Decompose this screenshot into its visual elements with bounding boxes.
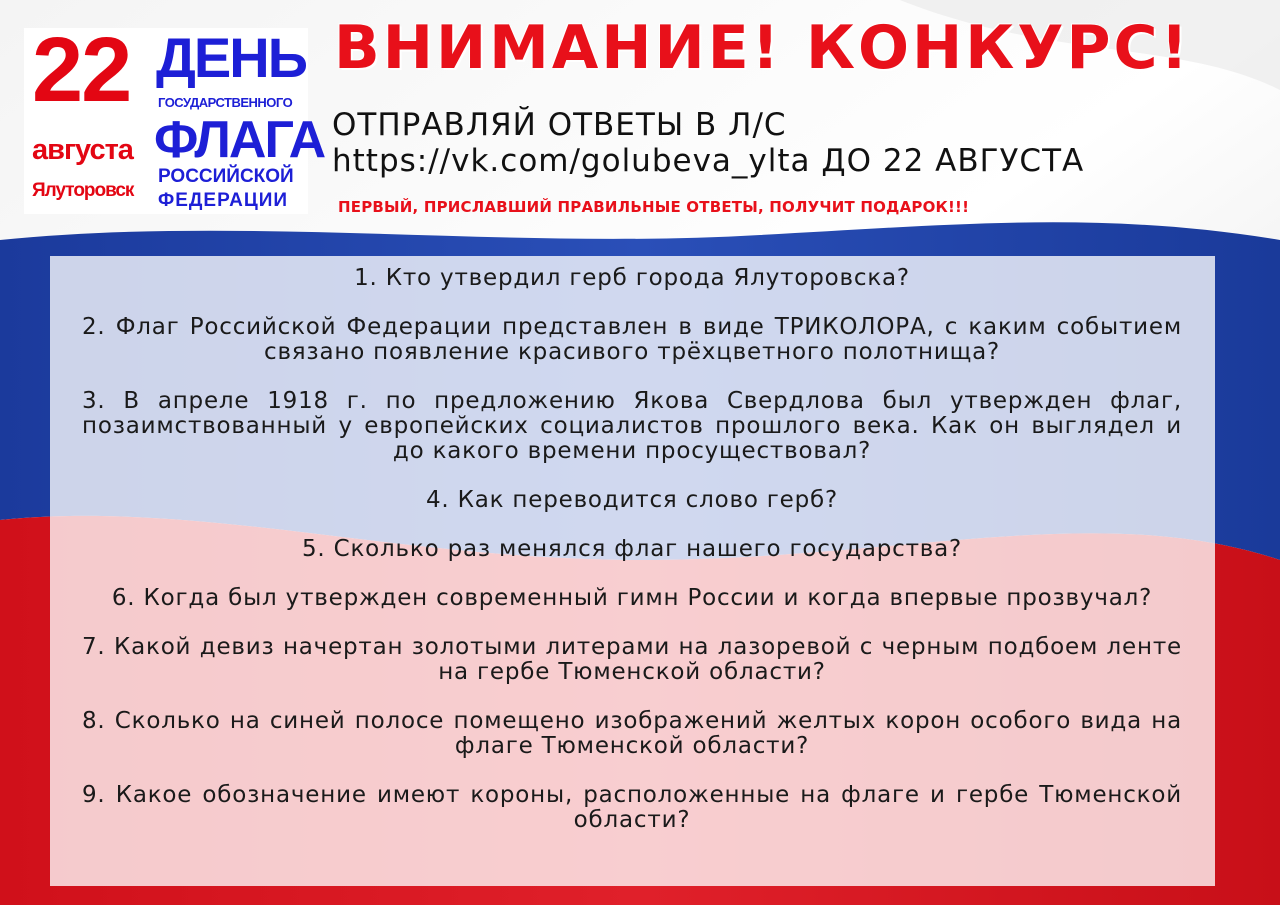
question-1: 1. Кто утвердил герб города Ялуторовска? xyxy=(354,265,910,291)
question-4: 4. Как переводится слово герб? xyxy=(425,487,839,513)
question-5: 5. Сколько раз менялся флаг нашего государства? xyxy=(301,536,963,562)
logo-line-den: ДЕНЬ xyxy=(156,26,306,89)
question-6: 6. Когда был утвержден современный гимн России и когда впервые прозвучал? xyxy=(111,585,1153,611)
prize-notice: ПЕРВЫЙ, ПРИСЛАВШИЙ ПРАВИЛЬНЫЕ ОТВЕТЫ, ПОЛУЧИТ ПОДАРОК!!! xyxy=(338,198,970,216)
send-instructions: ОТПРАВЛЯЙ ОТВЕТЫ В Л/С xyxy=(332,107,787,143)
question-9: 9. Какое обозначение имеют короны, расположенные на флаге и гербе Тюменской области? xyxy=(82,782,1182,833)
flag-day-logo xyxy=(24,19,325,214)
logo-month: августа xyxy=(32,134,133,166)
question-2: 2. Флаг Российской Федерации представлен в виде ТРИКОЛОРА, с каким событием связано появление красивого трёхцветного полотнища? xyxy=(82,314,1182,365)
logo-line-gos: ГОСУДАРСТВЕННОГО xyxy=(158,95,293,110)
question-7: 7. Какой девиз начертан золотыми литерами на лазоревой с черным подбоем ленте на гербе Тюменской области? xyxy=(82,634,1182,685)
logo-line-fed: ФЕДЕРАЦИИ xyxy=(158,190,289,211)
logo-line-ross: РОССИЙСКОЙ xyxy=(158,166,294,187)
question-3: 3. В апреле 1918 г. по предложению Якова Свердлова был утвержден флаг, позаимствованный у европейских социалистов прошлого века. Как он выглядел и до какого времени просуществовал? xyxy=(82,388,1182,464)
logo-line-flaga: ФЛАГА xyxy=(154,111,325,169)
question-8: 8. Сколько на синей полосе помещено изображений желтых корон особого вида на флаге Тюменской области? xyxy=(82,708,1182,759)
contest-headline: ВНИМАНИЕ! КОНКУРС! xyxy=(334,13,1191,83)
questions-list xyxy=(82,266,1182,833)
logo-city: Ялуторовск xyxy=(32,180,134,201)
logo-day-number: 22 xyxy=(32,19,131,121)
send-link-deadline: https://vk.com/golubeva_ylta ДО 22 АВГУСТА xyxy=(332,143,1085,179)
